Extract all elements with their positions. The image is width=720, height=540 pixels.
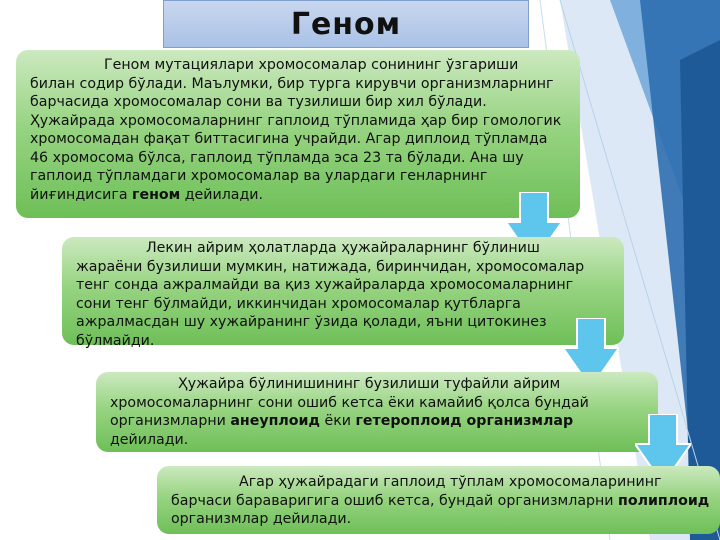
card-text-bold: полиплоид — [618, 492, 710, 509]
card-text-part: Лекин айрим ҳолатларда ҳужайраларнинг бўлиниш жараёни бузилиши мумкин, натижада, биринчидан, хромосомалар тенг сонда ажралмайди ва қиз хужайраларда хромосомаларнинг сони тенг бўлмайди, иккинчидан хромосомалар қутбларга ажралмасдан шу хужайранинг ўзида қолади, яъни цитокинез бўлмайди. — [76, 240, 585, 349]
card-text-part: Ҳужайра бўлинишининг бузилиши туфайли айрим хромосомаларнинг сони ошиб кетса ёки камайиб қолса бундай организмларни — [110, 376, 589, 429]
card-text-part: дейилади. — [180, 186, 264, 203]
card-text-part: дейилади. — [110, 431, 189, 448]
text-card-aneuploid — [96, 372, 658, 452]
card-text-bold: гетероплоид организмлар — [355, 413, 574, 429]
card-text-bold: геном — [132, 186, 181, 203]
text-card-division — [62, 237, 624, 349]
card-text-part: организмлар дейилади. — [171, 511, 352, 527]
card-text-part: Агар ҳужайрадаги гаплоид тўплам хромосомаларининг барчаси бараваригига ошиб кетса, бундай организмларни — [171, 474, 662, 509]
text-card-genome — [16, 50, 580, 218]
card-text — [110, 375, 644, 449]
card-text-bold: анеуплоид — [230, 413, 320, 429]
card-text-part: ёки — [319, 413, 356, 429]
title-box — [163, 0, 529, 48]
page-title: Геном — [290, 6, 402, 42]
text-card-polyploid — [157, 466, 720, 534]
card-text — [171, 473, 714, 529]
card-text — [76, 239, 610, 350]
card-text — [30, 56, 566, 204]
card-text-part: Геном мутациялари хромосомалар сонининг ўзгариши билан содир бўлади. Маълумки, бир турга кирувчи организмларнинг барчасида хромосомалар сони ва тузилиши бир хил бўлади. Ҳужайрада хромосомаларнинг гаплоид тўпламида ҳар бир гомологик хромосомадан фақат биттасигина учрайди. Агар диплоид тўпламда 46 хромосома бўлса, гаплоид тўпламда эса 23 та бўлади. Ана шу гаплоид тўпламдаги хромосомалар ва улардаги генларнинг йиғиндисига — [30, 57, 562, 203]
